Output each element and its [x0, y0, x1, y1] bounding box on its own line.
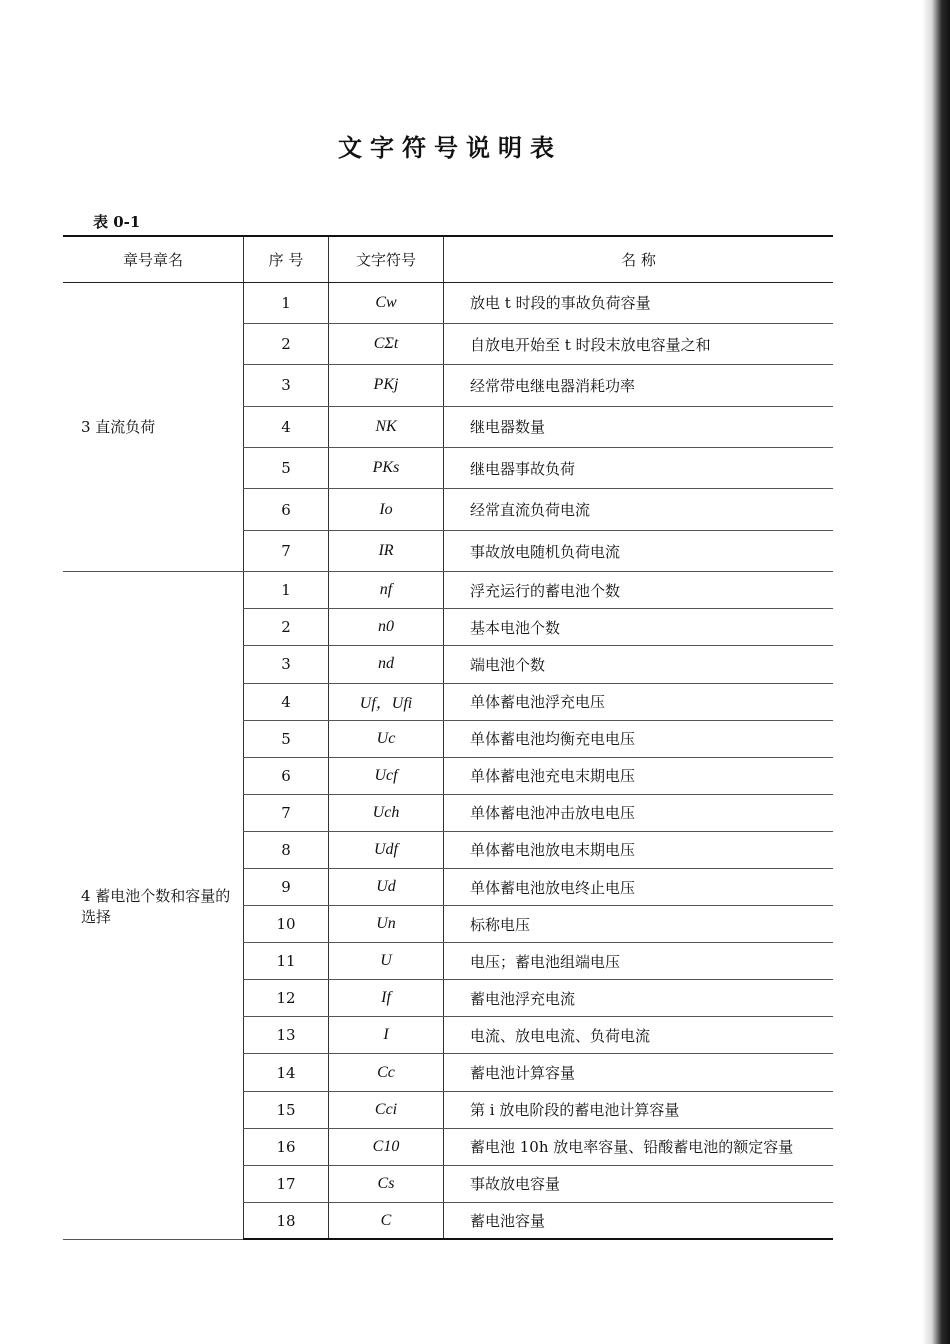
row-no: 14 — [244, 1054, 329, 1091]
row-name: 放电 t 时段的事故负荷容量 — [444, 282, 834, 323]
row-symbol: nd — [329, 646, 444, 683]
row-no: 3 — [244, 646, 329, 683]
row-name: 蓄电池 10h 放电率容量、铅酸蓄电池的额定容量 — [444, 1128, 834, 1165]
header-name: 名 称 — [444, 236, 834, 282]
row-symbol: Un — [329, 906, 444, 943]
row-no: 7 — [244, 530, 329, 571]
row-name: 继电器数量 — [444, 406, 834, 447]
row-no: 11 — [244, 943, 329, 980]
symbol-table — [63, 235, 833, 1240]
row-name: 蓄电池浮充电流 — [444, 980, 834, 1017]
row-symbol: I — [329, 1017, 444, 1054]
table-label: 表 0-1 — [93, 213, 141, 231]
row-no: 18 — [244, 1202, 329, 1239]
row-name: 单体蓄电池浮充电压 — [444, 683, 834, 720]
row-symbol: Cs — [329, 1165, 444, 1202]
row-symbol: Cc — [329, 1054, 444, 1091]
row-no: 3 — [244, 365, 329, 406]
row-symbol: U — [329, 943, 444, 980]
row-name: 电压；蓄电池组端电压 — [444, 943, 834, 980]
row-no: 7 — [244, 794, 329, 831]
row-symbol: nf — [329, 572, 444, 609]
table-row — [63, 282, 833, 323]
chapter-cell: 4 蓄电池个数和容量的选择 — [63, 572, 244, 1240]
row-no: 9 — [244, 868, 329, 905]
row-no: 4 — [244, 683, 329, 720]
row-name: 自放电开始至 t 时段末放电容量之和 — [444, 323, 834, 364]
row-no: 12 — [244, 980, 329, 1017]
row-name: 蓄电池计算容量 — [444, 1054, 834, 1091]
chapter-cell: 3 直流负荷 — [63, 282, 244, 572]
row-symbol: Uf，Ufi — [329, 683, 444, 720]
row-symbol: IR — [329, 530, 444, 571]
row-symbol: Ucf — [329, 757, 444, 794]
row-name: 单体蓄电池放电末期电压 — [444, 831, 834, 868]
row-name: 浮充运行的蓄电池个数 — [444, 572, 834, 609]
row-symbol: Cci — [329, 1091, 444, 1128]
row-name: 蓄电池容量 — [444, 1202, 834, 1239]
row-name: 基本电池个数 — [444, 609, 834, 646]
row-name: 事故放电容量 — [444, 1165, 834, 1202]
row-no: 1 — [244, 572, 329, 609]
row-name: 继电器事故负荷 — [444, 448, 834, 489]
row-symbol: C — [329, 1202, 444, 1239]
row-name: 电流、放电电流、负荷电流 — [444, 1017, 834, 1054]
row-symbol: Cw — [329, 282, 444, 323]
row-no: 15 — [244, 1091, 329, 1128]
row-name: 经常带电继电器消耗功率 — [444, 365, 834, 406]
row-no: 8 — [244, 831, 329, 868]
row-no: 5 — [244, 448, 329, 489]
row-name: 事故放电随机负荷电流 — [444, 530, 834, 571]
row-symbol: CΣt — [329, 323, 444, 364]
row-no: 4 — [244, 406, 329, 447]
header-symbol: 文字符号 — [329, 236, 444, 282]
row-no: 6 — [244, 757, 329, 794]
row-symbol: Ud — [329, 868, 444, 905]
row-symbol: PKj — [329, 365, 444, 406]
row-symbol: C10 — [329, 1128, 444, 1165]
row-name: 单体蓄电池均衡充电电压 — [444, 720, 834, 757]
row-no: 2 — [244, 323, 329, 364]
row-symbol: NK — [329, 406, 444, 447]
row-name: 标称电压 — [444, 906, 834, 943]
row-name: 第 i 放电阶段的蓄电池计算容量 — [444, 1091, 834, 1128]
row-name: 单体蓄电池放电终止电压 — [444, 868, 834, 905]
row-no: 5 — [244, 720, 329, 757]
row-no: 1 — [244, 282, 329, 323]
row-name: 单体蓄电池充电末期电压 — [444, 757, 834, 794]
page-edge-shadow — [922, 0, 950, 1344]
row-name: 经常直流负荷电流 — [444, 489, 834, 530]
row-no: 10 — [244, 906, 329, 943]
row-symbol: PKs — [329, 448, 444, 489]
row-name: 单体蓄电池冲击放电电压 — [444, 794, 834, 831]
header-no: 序 号 — [244, 236, 329, 282]
row-no: 17 — [244, 1165, 329, 1202]
page-title: 文字符号说明表 — [338, 133, 562, 162]
row-symbol: If — [329, 980, 444, 1017]
row-symbol: Udf — [329, 831, 444, 868]
row-no: 2 — [244, 609, 329, 646]
row-no: 16 — [244, 1128, 329, 1165]
row-symbol: Uch — [329, 794, 444, 831]
row-no: 13 — [244, 1017, 329, 1054]
row-symbol: Io — [329, 489, 444, 530]
row-no: 6 — [244, 489, 329, 530]
row-symbol: n0 — [329, 609, 444, 646]
table-header-row — [63, 236, 833, 282]
table-row — [63, 572, 833, 609]
row-name: 端电池个数 — [444, 646, 834, 683]
header-chapter: 章号章名 — [63, 236, 244, 282]
row-symbol: Uc — [329, 720, 444, 757]
